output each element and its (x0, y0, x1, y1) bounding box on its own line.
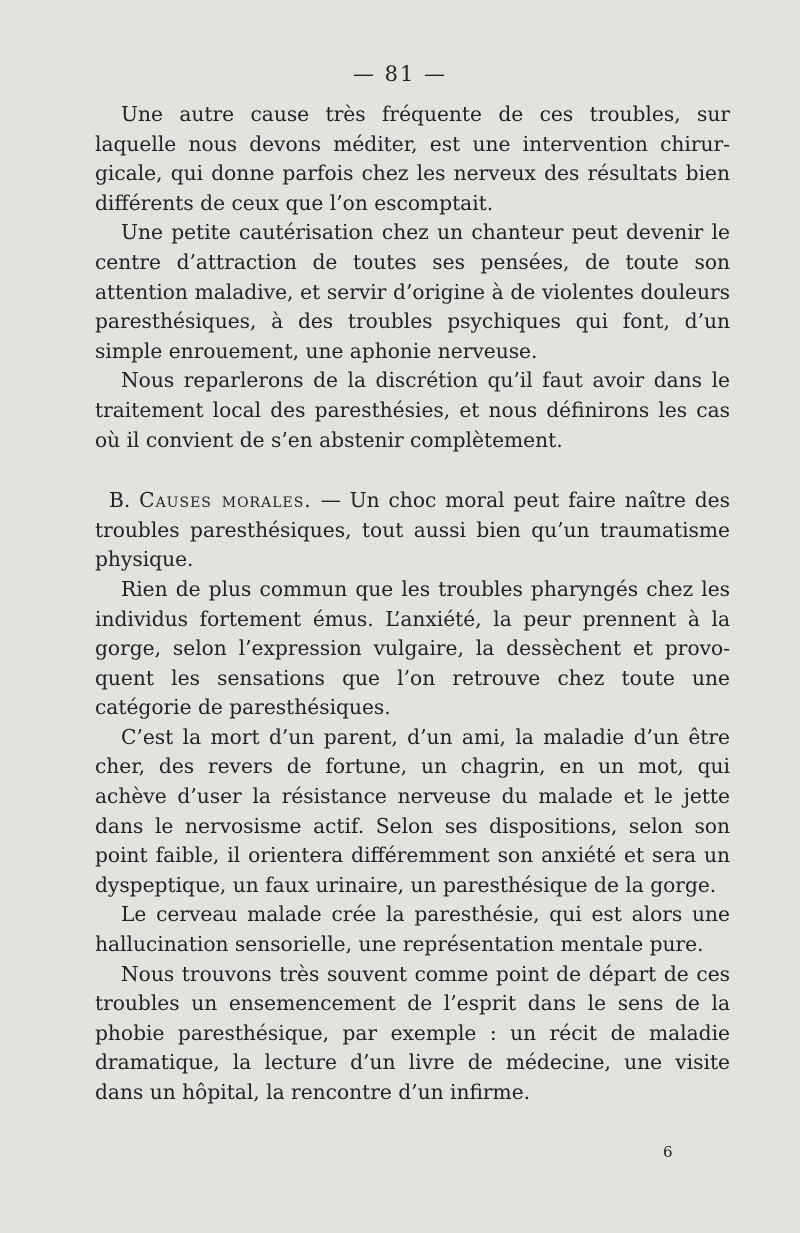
paragraph: Une petite cautérisation chez un chanteur peut devenir le centre d’attraction de toutes ses pensées, de toute son attention maladive, et servir d’origine à de violentes douleurs paresthésiques, à des troubles psychiques qui font, d’un simple enrouement, une aphonie nerveuse. (95, 220, 730, 363)
section-dash: — (320, 488, 341, 513)
body-text (95, 100, 730, 1108)
signature-mark: 6 (663, 1143, 673, 1161)
section-heading-paragraph (95, 486, 730, 575)
paragraph: Rien de plus commun que les troubles pharyngés chez les individus fortement émus. L’anxiété, la peur prennent à la gorge, selon l’expression vulgaire, la dessèchent et provoquent les sensations que l’on retrouve chez toute une catégorie de paresthésiques. (95, 576, 730, 720)
paragraph: Nous trouvons très souvent comme point de départ de ces troubles un ensemencement de l’esprit dans le sens de la phobie paresthésique, par exemple : un récit de maladie dramatique, la lecture d’un livre de médecine, une visite dans un hôpital, la rencontre d’un infirme. (95, 961, 730, 1104)
section-label: B. (109, 488, 131, 513)
paragraph: C’est la mort d’un parent, d’un ami, la maladie d’un être cher, des revers de fortune, un chagrin, en un mot, qui achève d’user la résistance nerveuse du malade et le jette dans le nervosisme actif. Selon ses dispositions, selon son point faible, il orientera différemment son anxiété et sera un dyspeptique, un faux urinaire, un paresthésique de la gorge. (95, 724, 730, 897)
section-lead-text: Un choc moral peut faire naître des troubles paresthésiques, tout aussi bien qu’un traumatisme physique. (95, 488, 730, 572)
paragraph: Une autre cause très fréquente de ces troubles, sur laquelle nous devons méditer, est une intervention chirurgicale, qui donne parfois chez les nerveux des résultats bien différents de ceux que l’on escomptait. (95, 102, 730, 215)
paragraph: Nous reparlerons de la discrétion qu’il faut avoir dans le traitement local des paresthésies, et nous définirons les cas où il convient de s’en abstenir complètement. (95, 368, 730, 452)
page-number: — 81 — (352, 62, 448, 86)
section-title: Causes morales. (139, 488, 312, 513)
paragraph: Le cerveau malade crée la paresthésie, qui est alors une hallucination sensorielle, une représentation mentale pure. (95, 902, 730, 957)
